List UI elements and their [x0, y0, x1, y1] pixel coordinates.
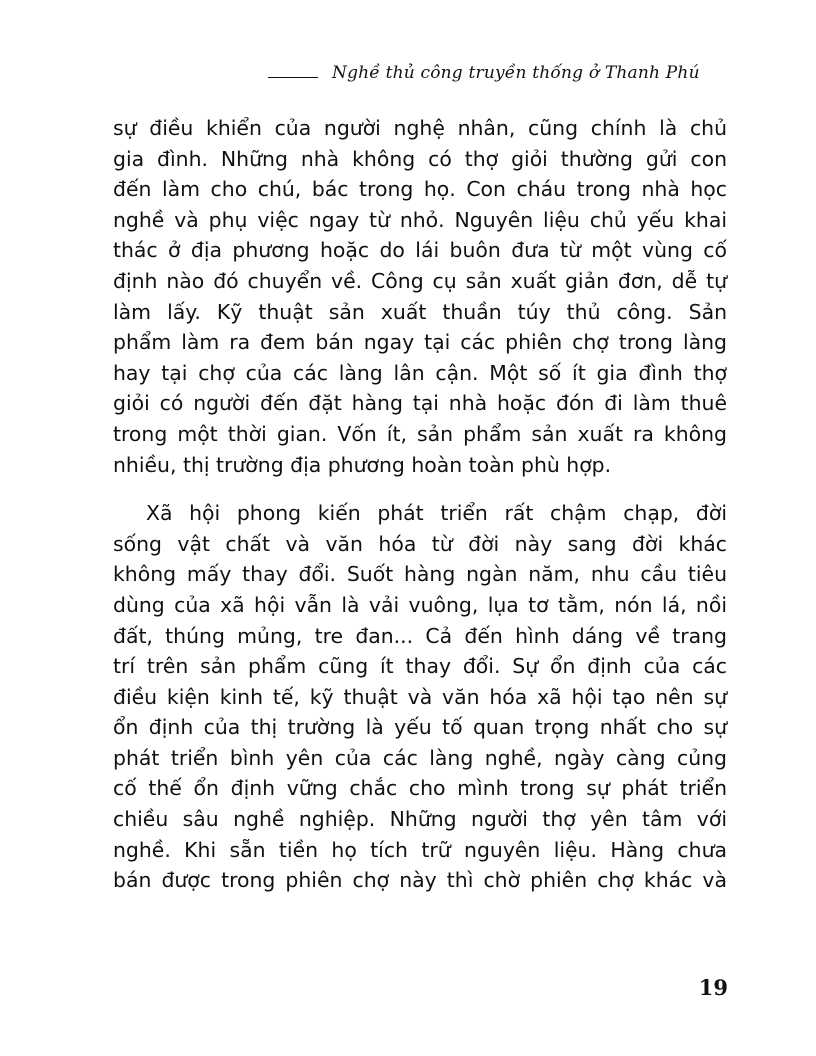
text-line: nghề. Khi sẵn tiền họ tích trữ nguyên liệu. Hàng chưa — [113, 837, 727, 862]
text-line: phẩm làm ra đem bán ngay tại các phiên chợ trong làng — [113, 330, 727, 355]
text-line: gia đình. Những nhà không có thợ giỏi thường gửi con — [113, 146, 727, 171]
body-text — [113, 113, 727, 896]
text-line: điều kiện kinh tế, kỹ thuật và văn hóa xã hội tạo nên sự — [113, 684, 727, 709]
text-line: ổn định của thị trường là yếu tố quan trọng nhất cho sự — [113, 715, 727, 740]
text-line: giỏi có người đến đặt hàng tại nhà hoặc đón đi làm thuê — [113, 391, 727, 416]
text-line: đến làm cho chú, bác trong họ. Con cháu trong nhà học — [113, 177, 727, 202]
text-line: nghề và phụ việc ngay từ nhỏ. Nguyên liệu chủ yếu khai — [113, 207, 727, 232]
text-line: chiều sâu nghề nghiệp. Những người thợ yên tâm với — [113, 807, 727, 832]
text-line: bán được trong phiên chợ này thì chờ phiên chợ khác và — [113, 868, 727, 893]
running-header — [268, 58, 738, 84]
paragraph-2 — [113, 498, 727, 896]
text-line: trong một thời gian. Vốn ít, sản phẩm sản xuất ra không — [113, 421, 727, 446]
text-line: định nào đó chuyển về. Công cụ sản xuất giản đơn, dễ tự — [113, 268, 727, 293]
text-line: cố thế ổn định vững chắc cho mình trong sự phát triển — [113, 776, 727, 801]
page-number: 19 — [698, 975, 728, 1000]
paragraph-1 — [113, 113, 727, 480]
text-line: hay tại chợ của các làng lân cận. Một số ít gia đình thợ — [113, 360, 727, 385]
text-line: Xã hội phong kiến phát triển rất chậm chạp, đời — [146, 501, 727, 526]
text-line: thác ở địa phương hoặc do lái buôn đưa từ một vùng cố — [113, 238, 727, 263]
text-line: dùng của xã hội vẫn là vải vuông, lụa tơ tằm, nón lá, nồi — [113, 592, 727, 617]
text-line: nhiều, thị trường địa phương hoàn toàn phù hợp. — [113, 452, 612, 477]
text-line: sống vật chất và văn hóa từ đời này sang đời khác — [113, 531, 727, 556]
text-line: phát triển bình yên của các làng nghề, ngày càng củng — [113, 745, 727, 770]
text-line: làm lấy. Kỹ thuật sản xuất thuần túy thủ công. Sản — [113, 299, 727, 324]
text-line: không mấy thay đổi. Suốt hàng ngàn năm, nhu cầu tiêu — [113, 562, 727, 587]
header-rule — [268, 77, 318, 78]
text-line: sự điều khiển của người nghệ nhân, cũng chính là chủ — [113, 116, 727, 140]
text-line: trí trên sản phẩm cũng ít thay đổi. Sự ổn định của các — [113, 654, 727, 679]
running-title: Nghề thủ công truyền thống ở Thanh Phú — [332, 63, 700, 83]
text-line: đất, thúng mủng, tre đan... Cả đến hình dáng về trang — [113, 623, 727, 648]
